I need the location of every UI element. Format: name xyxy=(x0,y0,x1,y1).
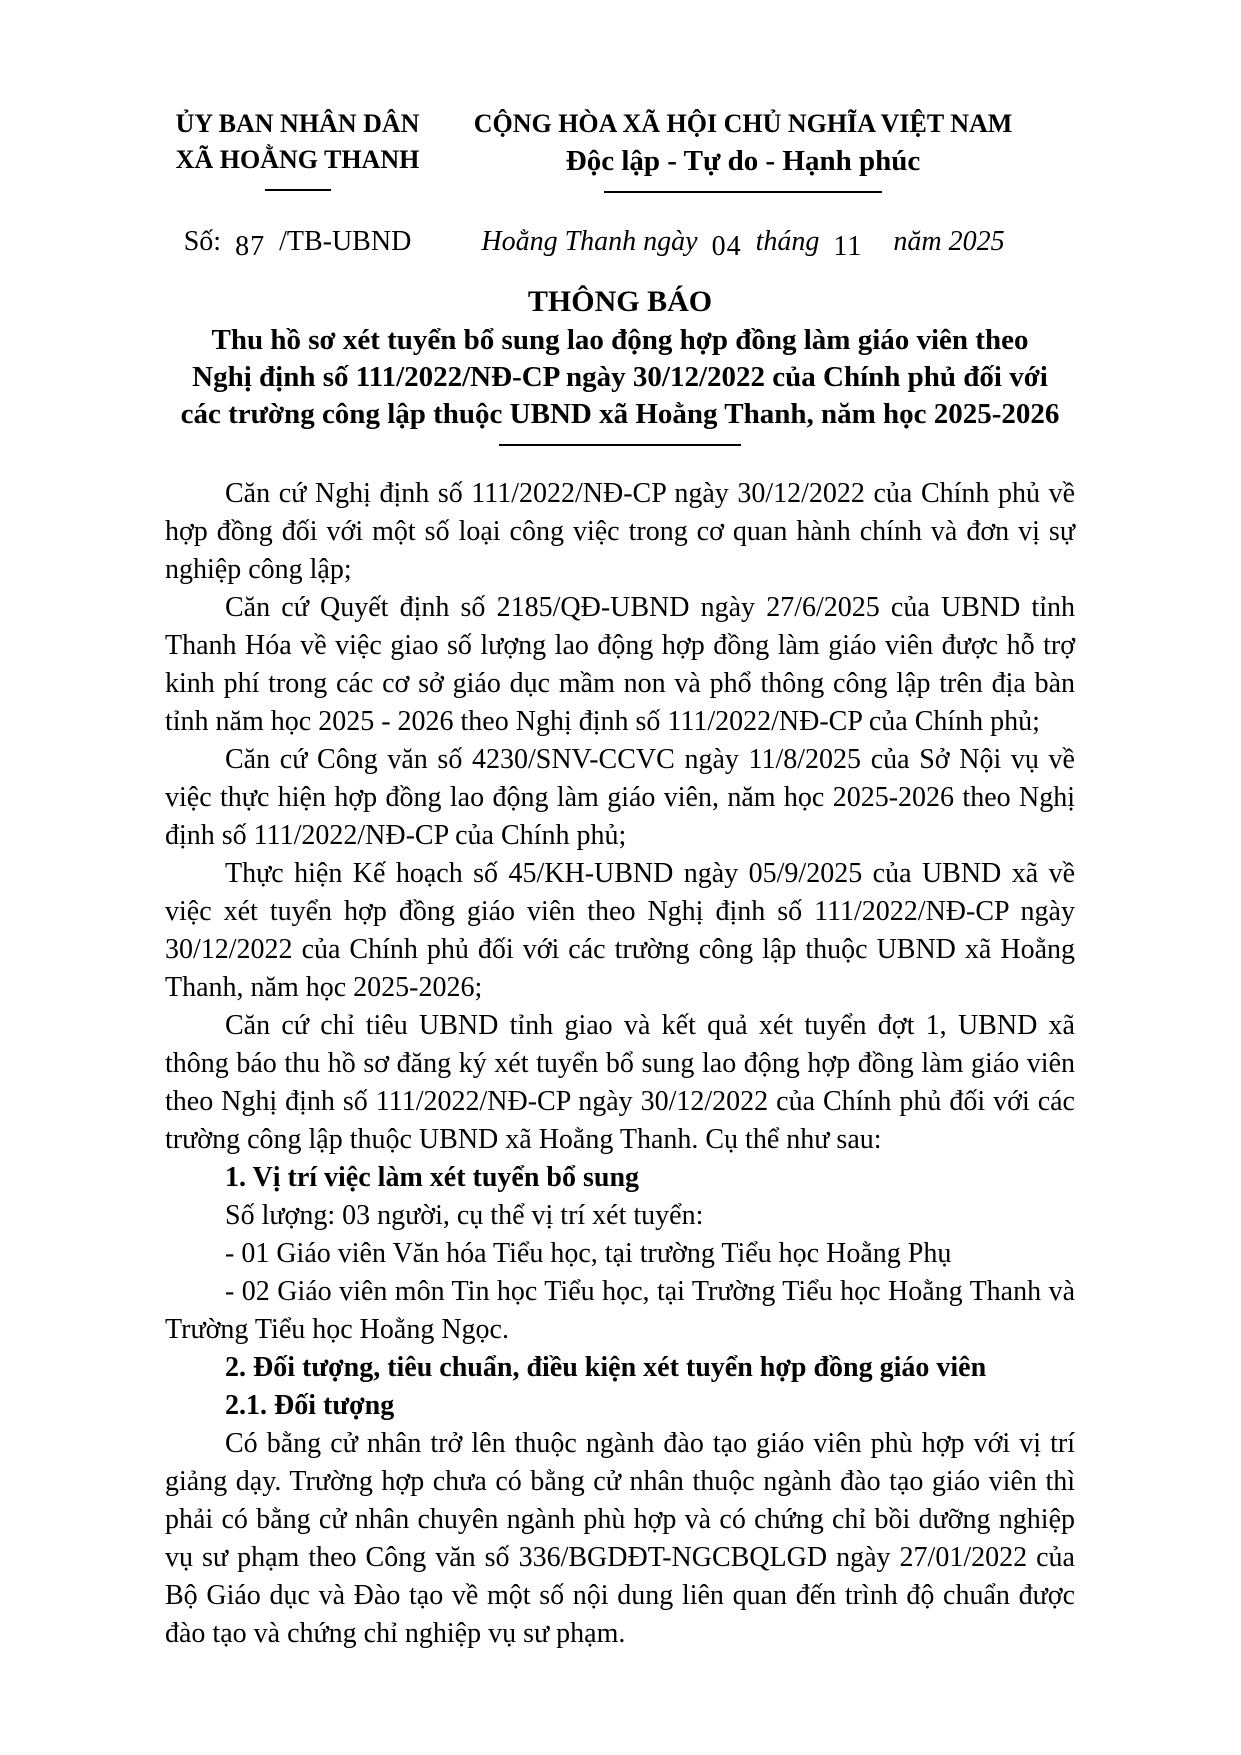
title-underline xyxy=(499,444,741,446)
national-motto-block xyxy=(473,106,1013,198)
paragraph-requirements: Có bằng cử nhân trở lên thuộc ngành đào tạo giáo viên phù hợp với vị trí giảng dạy. Trường hợp chưa có bằng cử nhân thuộc ngành đào tạo giáo viên thì phải có bằng cử nhân chuyên ngành phù hợp và có chứng chỉ bồi dưỡng nghiệp vụ sư phạm theo Công văn số 336/BGDĐT-NGCBQLGD ngày 27/01/2022 của Bộ Giáo dục và Đào tạo về một số nội dung liên quan đến trình độ chuẩn được đào tạo và chứng chỉ nghiệp vụ sư phạm. xyxy=(165,1428,1075,1649)
section-heading-2: 2. Đối tượng, tiêu chuẩn, điều kiện xét tuyển hợp đồng giáo viên xyxy=(225,1352,987,1383)
document-number xyxy=(165,226,430,262)
dateline-month: 11 xyxy=(833,231,863,262)
document-header xyxy=(165,106,1075,198)
doc-number-suffix: /TB-UBND xyxy=(279,226,412,257)
dateline-place: Hoằng Thanh ngày xyxy=(481,226,698,257)
org-name-line2: XÃ HOẰNG THANH xyxy=(175,145,420,174)
line-quantity: Số lượng: 03 người, cụ thể vị trí xét tuyển: xyxy=(225,1200,704,1231)
section-heading-2-1: 2.1. Đối tượng xyxy=(225,1390,395,1421)
document-title-line-1: Thu hồ sơ xét tuyển bổ sung lao động hợp đồng làm giáo viên theo xyxy=(211,324,1029,356)
national-motto-line: Độc lập - Tự do - Hạnh phúc xyxy=(565,145,921,177)
document-title-line-2: Nghị định số 111/2022/NĐ-CP ngày 30/12/2022 của Chính phủ đối với xyxy=(192,361,1048,393)
date-line xyxy=(473,226,1013,262)
list-item-position-2: - 02 Giáo viên môn Tin học Tiểu học, tại Trường Tiểu học Hoằng Thanh và Trường Tiểu học Hoằng Ngọc. xyxy=(165,1276,1075,1345)
doc-number-value: 87 xyxy=(235,231,266,262)
document-body xyxy=(165,475,1075,1653)
org-underline xyxy=(265,189,331,191)
title-block xyxy=(165,282,1075,451)
paragraph-announcement: Căn cứ chỉ tiêu UBND tỉnh giao và kết quả xét tuyển đợt 1, UBND xã thông báo thu hồ sơ đăng ký xét tuyển bổ sung lao động hợp đồng làm giáo viên theo Nghị định số 111/2022/NĐ-CP ngày 30/12/2022 của Chính phủ đối với các trường công lập thuộc UBND xã Hoằng Thanh. Cụ thể như sau: xyxy=(165,1010,1075,1155)
document-subheader xyxy=(165,226,1075,262)
dateline-year-word: năm xyxy=(893,226,942,257)
document-title-line-3: các trường công lập thuộc UBND xã Hoằng Thanh, năm học 2025-2026 xyxy=(180,398,1060,430)
paragraph-legal-basis-4: Thực hiện Kế hoạch số 45/KH-UBND ngày 05/9/2025 của UBND xã về việc xét tuyển hợp đồng giáo viên theo Nghị định số 111/2022/NĐ-CP ngày 30/12/2022 của Chính phủ đối với các trường công lập thuộc UBND xã Hoằng Thanh, năm học 2025-2026; xyxy=(165,858,1075,1003)
issuing-org-block xyxy=(165,106,430,198)
list-item-position-1: - 01 Giáo viên Văn hóa Tiểu học, tại trường Tiểu học Hoằng Phụ xyxy=(225,1238,952,1269)
section-heading-1: 1. Vị trí việc làm xét tuyển bổ sung xyxy=(225,1162,640,1193)
document-kind: THÔNG BÁO xyxy=(527,285,713,318)
paragraph-legal-basis-1: Căn cứ Nghị định số 111/2022/NĐ-CP ngày 30/12/2022 của Chính phủ về hợp đồng đối với một số loại công việc trong cơ quan hành chính và đơn vị sự nghiệp công lập; xyxy=(165,478,1075,585)
paragraph-legal-basis-3: Căn cứ Công văn số 4230/SNV-CCVC ngày 11/8/2025 của Sở Nội vụ về việc thực hiện hợp đồng lao động làm giáo viên, năm học 2025-2026 theo Nghị định số 111/2022/NĐ-CP của Chính phủ; xyxy=(165,744,1075,851)
doc-number-label: Số: xyxy=(183,226,222,257)
dateline-year: 2025 xyxy=(948,226,1005,257)
org-name-line1: ỦY BAN NHÂN DÂN xyxy=(175,109,420,138)
dateline-day: 04 xyxy=(711,231,742,262)
dateline-month-word: tháng xyxy=(755,226,820,257)
paragraph-legal-basis-2: Căn cứ Quyết định số 2185/QĐ-UBND ngày 27/6/2025 của UBND tỉnh Thanh Hóa về việc giao số lượng lao động hợp đồng làm giáo viên được hỗ trợ kinh phí trong các cơ sở giáo dục mầm non và phổ thông công lập trên địa bàn tỉnh năm học 2025 - 2026 theo Nghị định số 111/2022/NĐ-CP của Chính phủ; xyxy=(165,592,1075,737)
motto-underline xyxy=(604,191,882,193)
national-name-line: CỘNG HÒA XÃ HỘI CHỦ NGHĨA VIỆT NAM xyxy=(473,109,1013,138)
